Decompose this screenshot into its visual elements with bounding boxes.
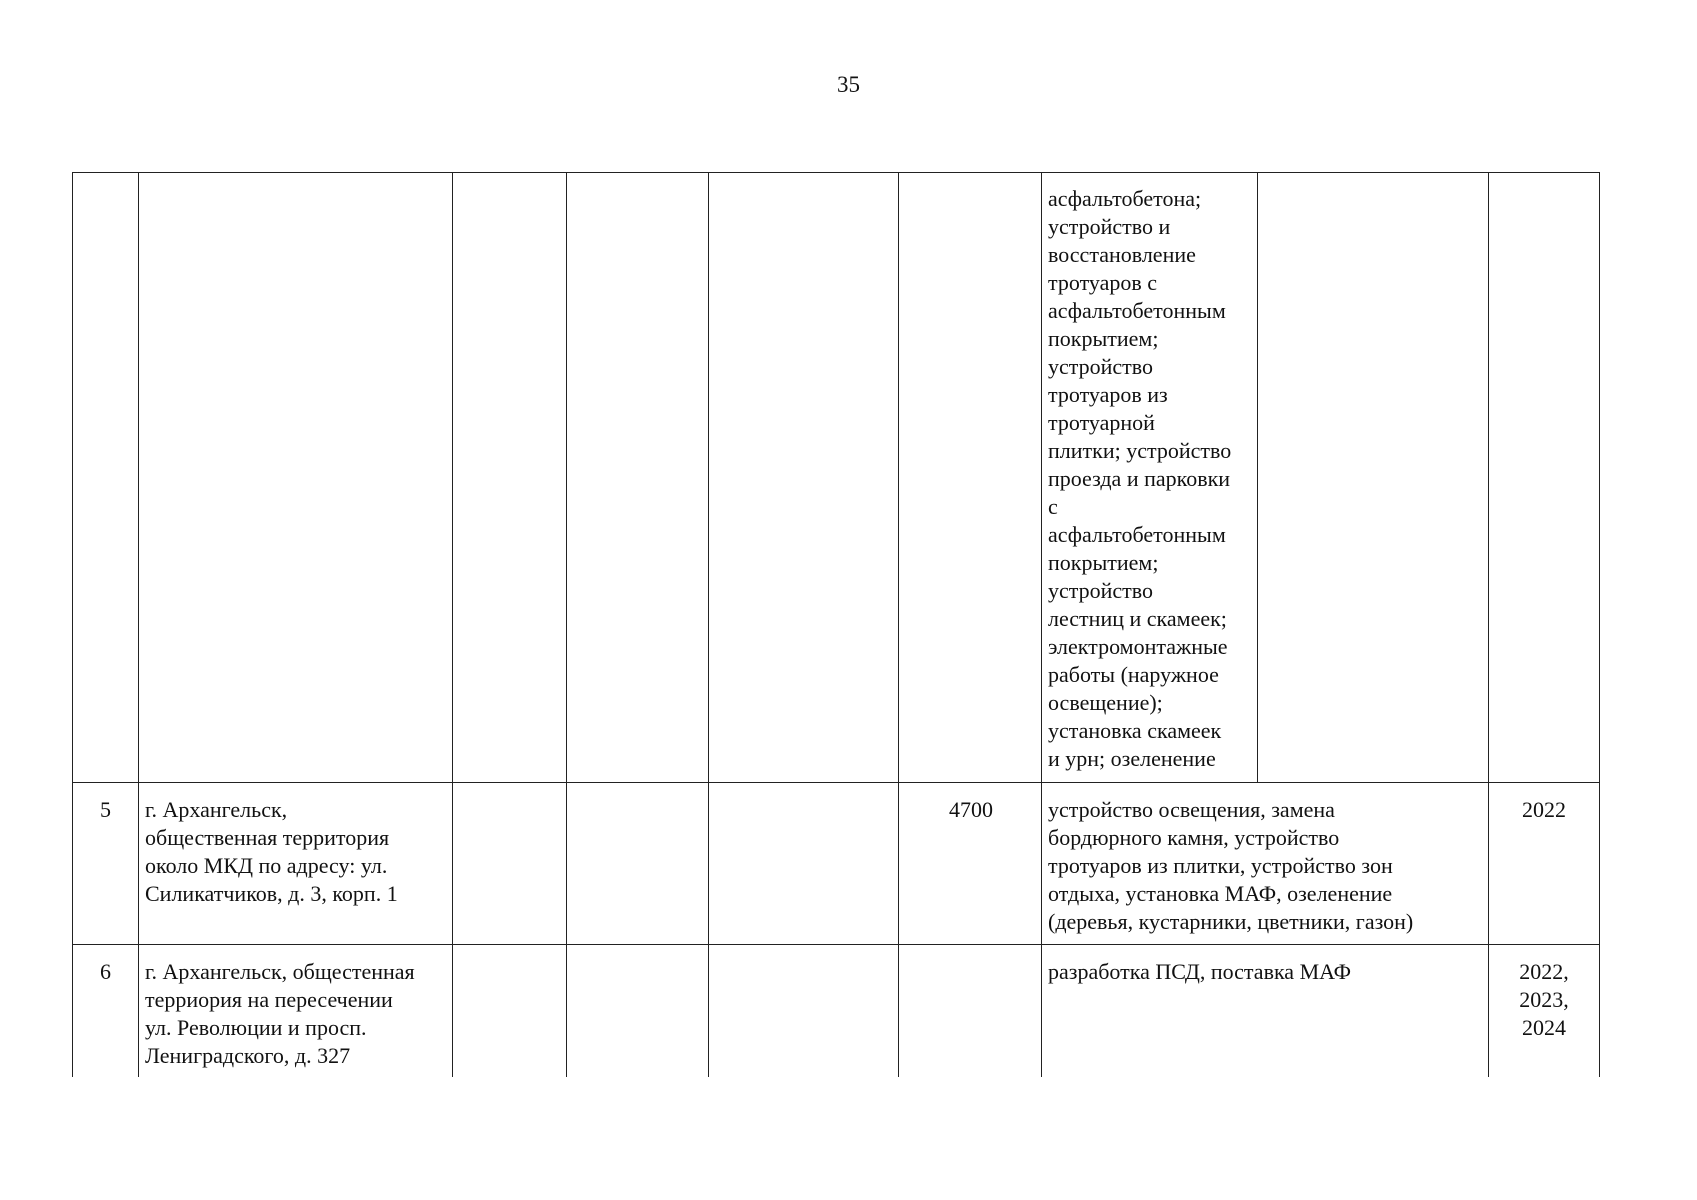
table-cell xyxy=(1258,173,1489,783)
table-row xyxy=(73,783,1600,945)
row-number xyxy=(73,173,139,783)
table-cell xyxy=(453,173,567,783)
table-cell xyxy=(709,945,899,1077)
table-row xyxy=(73,945,1600,1077)
table-cell xyxy=(453,783,567,945)
table-row xyxy=(73,173,1600,783)
table-cell xyxy=(709,783,899,945)
table-cell xyxy=(567,945,709,1077)
address-cell: г. Архангельск, общестенная терриория на пересечении ул. Революции и просп. Лениградского, д. 327 xyxy=(139,945,453,1077)
table-cell xyxy=(567,783,709,945)
table-cell xyxy=(709,173,899,783)
works-table xyxy=(72,172,1600,1077)
row-number: 5 xyxy=(73,783,139,945)
address-cell: г. Архангельск, общественная территория около МКД по адресу: ул. Силикатчиков, д. 3, корп. 1 xyxy=(139,783,453,945)
year-cell: 2022, 2023, 2024 xyxy=(1489,945,1600,1077)
value-cell xyxy=(899,945,1042,1077)
works-cell: разработка ПСД, поставка МАФ xyxy=(1042,945,1489,1077)
address-cell xyxy=(139,173,453,783)
year-cell: 2022 xyxy=(1489,783,1600,945)
value-cell: 4700 xyxy=(899,783,1042,945)
row-number: 6 xyxy=(73,945,139,1077)
year-cell xyxy=(1489,173,1600,783)
works-cell: устройство освещения, замена бордюрного камня, устройство тротуаров из плитки, устройство зон отдыха, установка МАФ, озеленение (деревья, кустарники, цветники, газон) xyxy=(1042,783,1489,945)
table-cell xyxy=(567,173,709,783)
table-cell xyxy=(453,945,567,1077)
works-cell: асфальтобетона; устройство и восстановление тротуаров с асфальтобетонным покрытием; устройство тротуаров из тротуарной плитки; устройство проезда и парковки с асфальтобетонным покрытием; устройство лестниц и скамеек; электромонтажные работы (наружное освещение); установка скамеек и урн; озеленение xyxy=(1042,173,1258,783)
page-number: 35 xyxy=(837,72,860,97)
value-cell xyxy=(899,173,1042,783)
